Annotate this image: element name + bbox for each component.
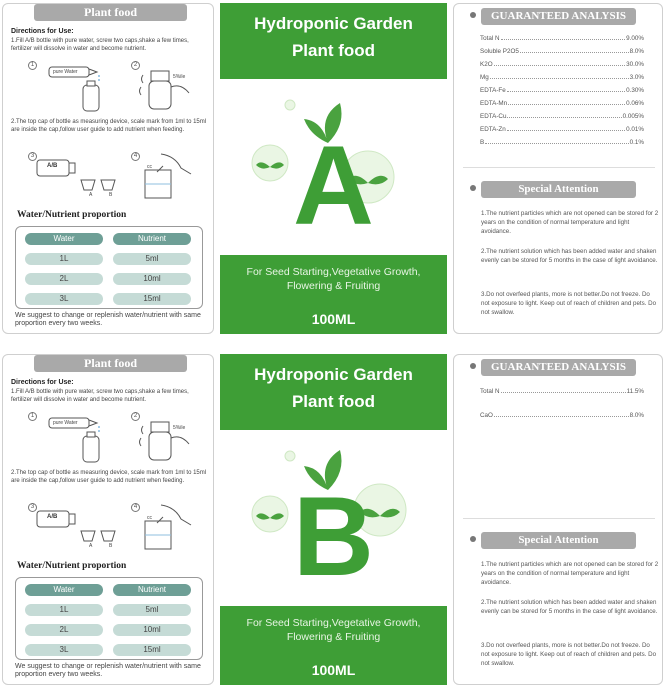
attention-item-1: 1.The nutrient particles which are not opened can be stored for 2 years on the condition of normal temperature and light avoidance. — [481, 561, 659, 586]
attention-item-2: 2.The nutrient solution which has been added water and shaken evenly can be stored for 5 months in the case of light avoidance. — [481, 599, 658, 615]
pour-nutrient-illustration — [131, 501, 206, 555]
analysis-row: Soluble P2O5 8.0% — [480, 48, 644, 55]
step1-text: 1.Fill A/B bottle with pure water, screw two caps,shake a few times, fertilizer will dissolve in water and become nutrient. — [11, 38, 189, 52]
step-number-2: 2 — [131, 61, 140, 70]
cup-b-label: B — [109, 543, 113, 549]
table-cell: 1L — [25, 253, 103, 265]
replenish-note: We suggest to change or replenish water/nutrient with same proportion every two weeks. — [15, 312, 201, 327]
divider — [463, 167, 655, 168]
step-number-1: 1 — [28, 61, 37, 70]
label-footer — [220, 255, 447, 334]
step-number-3: 3 — [28, 152, 37, 161]
brand-title-line1: Hydroponic Garden — [254, 14, 413, 33]
analysis-row: Mg 3.0% — [480, 74, 644, 81]
table-cell: 15ml — [113, 644, 191, 656]
instructions-panel-b — [2, 354, 214, 685]
divider — [463, 518, 655, 519]
plant-food-title: Plant food — [34, 4, 187, 21]
step-number-4: 4 — [131, 152, 140, 161]
analysis-row: Total N 9.00% — [480, 35, 644, 42]
shake-label: 5%ile — [173, 74, 186, 80]
analysis-row: EDTA-Cu 0.005% — [480, 113, 644, 120]
cup-b-label: B — [109, 192, 113, 198]
pour-nutrient-illustration — [131, 150, 206, 204]
table-cell: 10ml — [113, 624, 191, 636]
usage-subtitle: For Seed Starting,Vegetative Growth, Flowering & Fruiting — [246, 266, 421, 292]
analysis-row: EDTA-Fe 0.30% — [480, 87, 644, 94]
proportion-table — [15, 577, 203, 660]
step-number-2: 2 — [131, 412, 140, 421]
attention-item-2: 2.The nutrient solution which has been added water and shaken evenly can be stored for 5 months in the case of light avoidance. — [481, 248, 658, 264]
label-header — [220, 3, 447, 79]
shake-bottle-illustration — [131, 61, 201, 115]
plant-food-title: Plant food — [34, 355, 187, 372]
analysis-panel-a — [453, 3, 663, 334]
brand-title-line2: Plant food — [291, 392, 376, 411]
analysis-row: EDTA-Zn 0.01% — [480, 126, 644, 133]
directions-title: Directions for Use: — [11, 28, 74, 35]
volume-label: 100ML — [311, 311, 356, 327]
shake-bottle-illustration — [131, 412, 201, 466]
brand-title-line1: Hydroponic Garden — [254, 365, 413, 384]
big-letter-a: A — [293, 123, 374, 248]
attention-title: Special Attention — [481, 181, 636, 198]
big-letter-b: B — [293, 474, 374, 599]
step-number-4: 4 — [131, 503, 140, 512]
analysis-row: CaO 8.0% — [480, 412, 644, 419]
table-cell: 5ml — [113, 604, 191, 616]
attention-item-3: 3.Do not overfeed plants, more is not better.Do not freeze. Do not exposure to light. Keep out of reach of children and pets. Do not swallow. — [481, 642, 657, 667]
ab-bottle-label: A/B — [47, 514, 58, 520]
bullet-dot — [470, 536, 476, 542]
cc-label: cc — [147, 515, 152, 521]
table-cell: 5ml — [113, 253, 191, 265]
label-header — [220, 354, 447, 430]
label-b-panel — [220, 354, 447, 685]
step-number-3: 3 — [28, 503, 37, 512]
label-footer — [220, 606, 447, 685]
cup-a-label: A — [89, 192, 93, 198]
table-cell: 3L — [25, 644, 103, 656]
attention-item-3: 3.Do not overfeed plants, more is not better.Do not freeze. Do not exposure to light. Keep out of reach of children and pets. Do not swallow. — [481, 291, 657, 316]
usage-subtitle: For Seed Starting,Vegetative Growth, Flowering & Fruiting — [246, 617, 421, 643]
table-cell: 3L — [25, 293, 103, 305]
cc-label: cc — [147, 164, 152, 170]
step2-text: 2.The top cap of bottle as measuring device, scale mark from 1ml to 15ml are inside the cap,follow user guide to add nutrient when feeding. — [11, 470, 207, 484]
table-cell: 15ml — [113, 293, 191, 305]
analysis-panel-b — [453, 354, 663, 685]
volume-label: 100ML — [311, 662, 356, 678]
table-header-nutrient: Nutrient — [113, 233, 191, 245]
table-header-water: Water — [25, 584, 103, 596]
cup-a-label: A — [89, 543, 93, 549]
bullet-dot — [470, 12, 476, 18]
table-cell: 2L — [25, 273, 103, 285]
step2-text: 2.The top cap of bottle as measuring device, scale mark from 1ml to 15ml are inside the cap,follow user guide to add nutrient when feeding. — [11, 119, 207, 133]
table-header-nutrient: Nutrient — [113, 584, 191, 596]
analysis-title: GUARANTEED ANALYSIS — [481, 8, 636, 25]
replenish-note: We suggest to change or replenish water/nutrient with same proportion every two weeks. — [15, 663, 201, 678]
table-cell: 10ml — [113, 273, 191, 285]
analysis-row: EDTA-Mn 0.06% — [480, 100, 644, 107]
ab-bottle-label: A/B — [47, 163, 58, 169]
label-a-panel — [220, 3, 447, 334]
analysis-row: B 0.1% — [480, 139, 644, 146]
brand-title-line2: Plant food — [291, 41, 376, 60]
bullet-dot — [470, 363, 476, 369]
attention-item-1: 1.The nutrient particles which are not opened can be stored for 2 years on the condition of normal temperature and light avoidance. — [481, 210, 659, 235]
proportion-title: Water/Nutrient proportion — [17, 561, 127, 571]
proportion-title: Water/Nutrient proportion — [17, 210, 127, 220]
table-cell: 1L — [25, 604, 103, 616]
instructions-panel-a — [2, 3, 214, 334]
proportion-table — [15, 226, 203, 309]
table-header-water: Water — [25, 233, 103, 245]
directions-title: Directions for Use: — [11, 379, 74, 386]
table-cell: 2L — [25, 624, 103, 636]
analysis-title: GUARANTEED ANALYSIS — [481, 359, 636, 376]
bullet-dot — [470, 185, 476, 191]
pure-water-label: pure Water — [53, 420, 78, 426]
step-number-1: 1 — [28, 412, 37, 421]
step1-text: 1.Fill A/B bottle with pure water, screw two caps,shake a few times, fertilizer will dissolve in water and become nutrient. — [11, 389, 189, 403]
attention-title: Special Attention — [481, 532, 636, 549]
shake-label: 5%ile — [173, 425, 186, 431]
analysis-row: K2O 30.0% — [480, 61, 644, 68]
pure-water-label: pure Water — [53, 69, 78, 75]
analysis-row: Total N 11.5% — [480, 388, 644, 395]
